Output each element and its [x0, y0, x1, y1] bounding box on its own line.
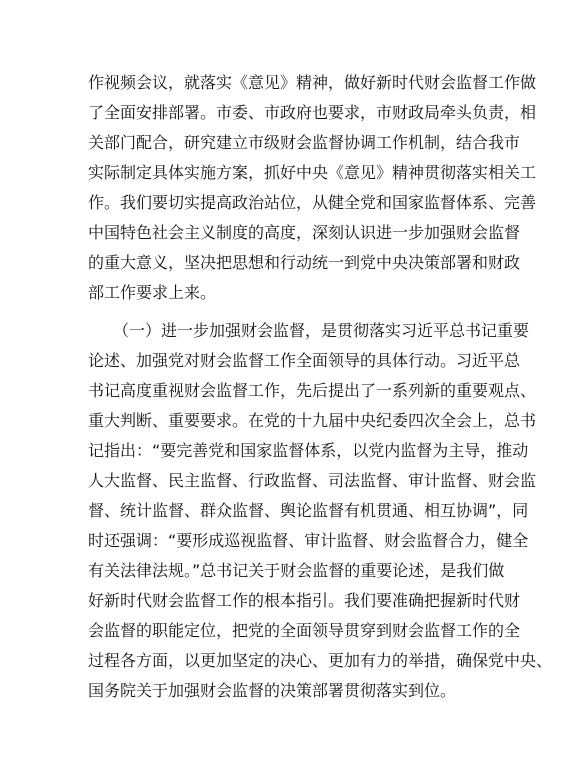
paragraph-1-line-4: 实际制定具体实施方案，抓好中央《意见》精神贯彻落实相关工: [88, 163, 537, 182]
paragraph-1-line-6: 中国特色社会主义制度的高度，深刻认识进一步加强财会监督: [88, 223, 521, 242]
paragraph-1-line-3: 关部门配合，研究建立市级财会监督协调工作机制，结合我市: [88, 133, 521, 152]
paragraph-2-line-10: 好新时代财会监督工作的根本指引。我们要准确把握新时代财: [88, 591, 521, 610]
paragraph-2-line-4: 重大判断、重要要求。在党的十九届中央纪委四次全会上，总书: [88, 411, 537, 430]
paragraph-1-line-5: 作。我们要切实提高政治站位，从健全党和国家监督体系、完善: [88, 193, 537, 212]
paragraph-2-line-9: 有关法律法规。”总书记关于财会监督的重要论述，是我们做: [88, 561, 505, 580]
paragraph-1-line-2: 了全面安排部署。市委、市政府也要求，市财政局牵头负责，相: [88, 103, 537, 122]
paragraph-2-line-6: 人大监督、民主监督、行政监督、司法监督、审计监督、财会监: [88, 471, 537, 490]
paragraph-2-line-12: 过程各方面，以更加坚定的决心、更加有力的举措，确保党中央、: [88, 651, 553, 670]
paragraph-2-line-7: 督、统计监督、群众监督、舆论监督有机贯通、相互协调”，同: [88, 501, 529, 520]
paragraph-2-line-5: 记指出：“要完善党和国家监督体系，以党内监督为主导，推动: [88, 441, 529, 460]
paragraph-2-line-8: 时还强调：“要形成巡视监督、审计监督、财会监督合力，健全: [88, 531, 529, 550]
paragraph-2-line-11: 会监督的职能定位，把党的全面领导贯穿到财会监督工作的全: [88, 621, 521, 640]
paragraph-2-line-3: 书记高度重视财会监督工作，先后提出了一系列新的重要观点、: [88, 381, 537, 400]
paragraph-2-line-13: 国务院关于加强财会监督的决策部署贯彻落实到位。: [88, 681, 457, 700]
paragraph-1-line-1: 作视频会议，就落实《意见》精神，做好新时代财会监督工作做: [88, 73, 537, 92]
paragraph-1-line-8: 部工作要求上来。: [88, 283, 217, 302]
paragraph-2-line-2: 论述、加强党对财会监督工作全面领导的具体行动。习近平总: [88, 351, 521, 370]
paragraph-2-line-1: （一）进一步加强财会监督，是贯彻落实习近平总书记重要: [113, 321, 530, 340]
paragraph-1-line-7: 的重大意义，坚决把思想和行动统一到党中央决策部署和财政: [88, 253, 521, 272]
